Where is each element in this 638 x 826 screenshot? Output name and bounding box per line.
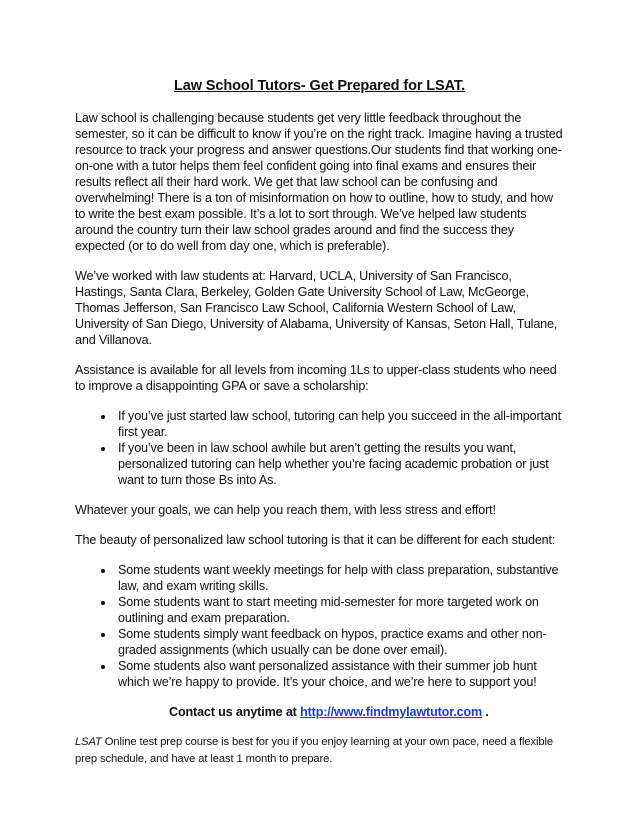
list-item: • Some students want weekly meetings for help with class preparation, substantive law, and exam writing skills. [115,562,564,594]
assistance-paragraph: Assistance is available for all levels from incoming 1Ls to upper-class students who need to improve a disappointing GPA or save a scholarship: [75,363,557,393]
contact-line [75,704,564,720]
lsat-text: Online test prep course is best for you if you enjoy learning at your own pace, need a flexible prep schedule, and have at least 1 month to prepare. [75,736,553,765]
goals-paragraph: Whatever your goals, we can help you reach them, with less stress and effort! [75,503,496,517]
beauty-paragraph: The beauty of personalized law school tutoring is that it can be different for each student: [75,533,556,547]
contact-prefix: Contact us anytime at [169,705,301,719]
student-needs-list [75,562,564,690]
schools-paragraph: We’ve worked with law students at: Harvard, UCLA, University of San Francisco, Hastings, Santa Clara, Berkeley, Golden Gate University School of Law, McGeorge, Thomas Jefferson, San Francisco Law School, California Western School of Law, University of San Diego, University of Alabama, University of Kansas, Seton Hall, Tulane, and Villanova. [75,269,558,347]
document-title: Law School Tutors- Get Prepared for LSAT. [173,78,466,94]
lsat-paragraph [75,734,564,768]
contact-suffix: . [482,705,489,719]
list-item: • If you’ve just started law school, tutoring can help you succeed in the all-important first year. [115,408,564,440]
list-item: • If you’ve been in law school awhile but aren’t getting the results you want, personalized tutoring can help whether you’re facing academic probation or just want to turn those Bs into As. [115,440,564,488]
list-item: • Some students simply want feedback on hypos, practice exams and other non-graded assignments (which usually can be done over email). [115,626,564,658]
lsat-lead: LSAT [75,736,102,748]
levels-list [75,408,564,488]
website-link[interactable]: http://www.findmylawtutor.com [300,705,483,719]
intro-paragraph: Law school is challenging because students get very little feedback throughout the semester, so it can be difficult to know if you’re on the right track. Imagine having a trusted resource to track your progress and answer questions.Our students find that working one-on-one with a tutor helps them feel confident going into final exams and ensures their results reflect all their hard work. We get that law school can be confusing and overwhelming! There is a ton of misinformation on how to outline, how to study, and how to write the best exam possible. It’s a lot to sort through. We’ve helped law students around the country turn their law school grades around and find the success they expected (or to do well from day one, which is preferable). [75,111,563,253]
list-item: • Some students also want personalized assistance with their summer job hunt which we’re happy to provide. It’s your choice, and we’re here to support you! [115,658,564,690]
list-item: • Some students want to start meeting mid-semester for more targeted work on outlining and exam preparation. [115,594,564,626]
